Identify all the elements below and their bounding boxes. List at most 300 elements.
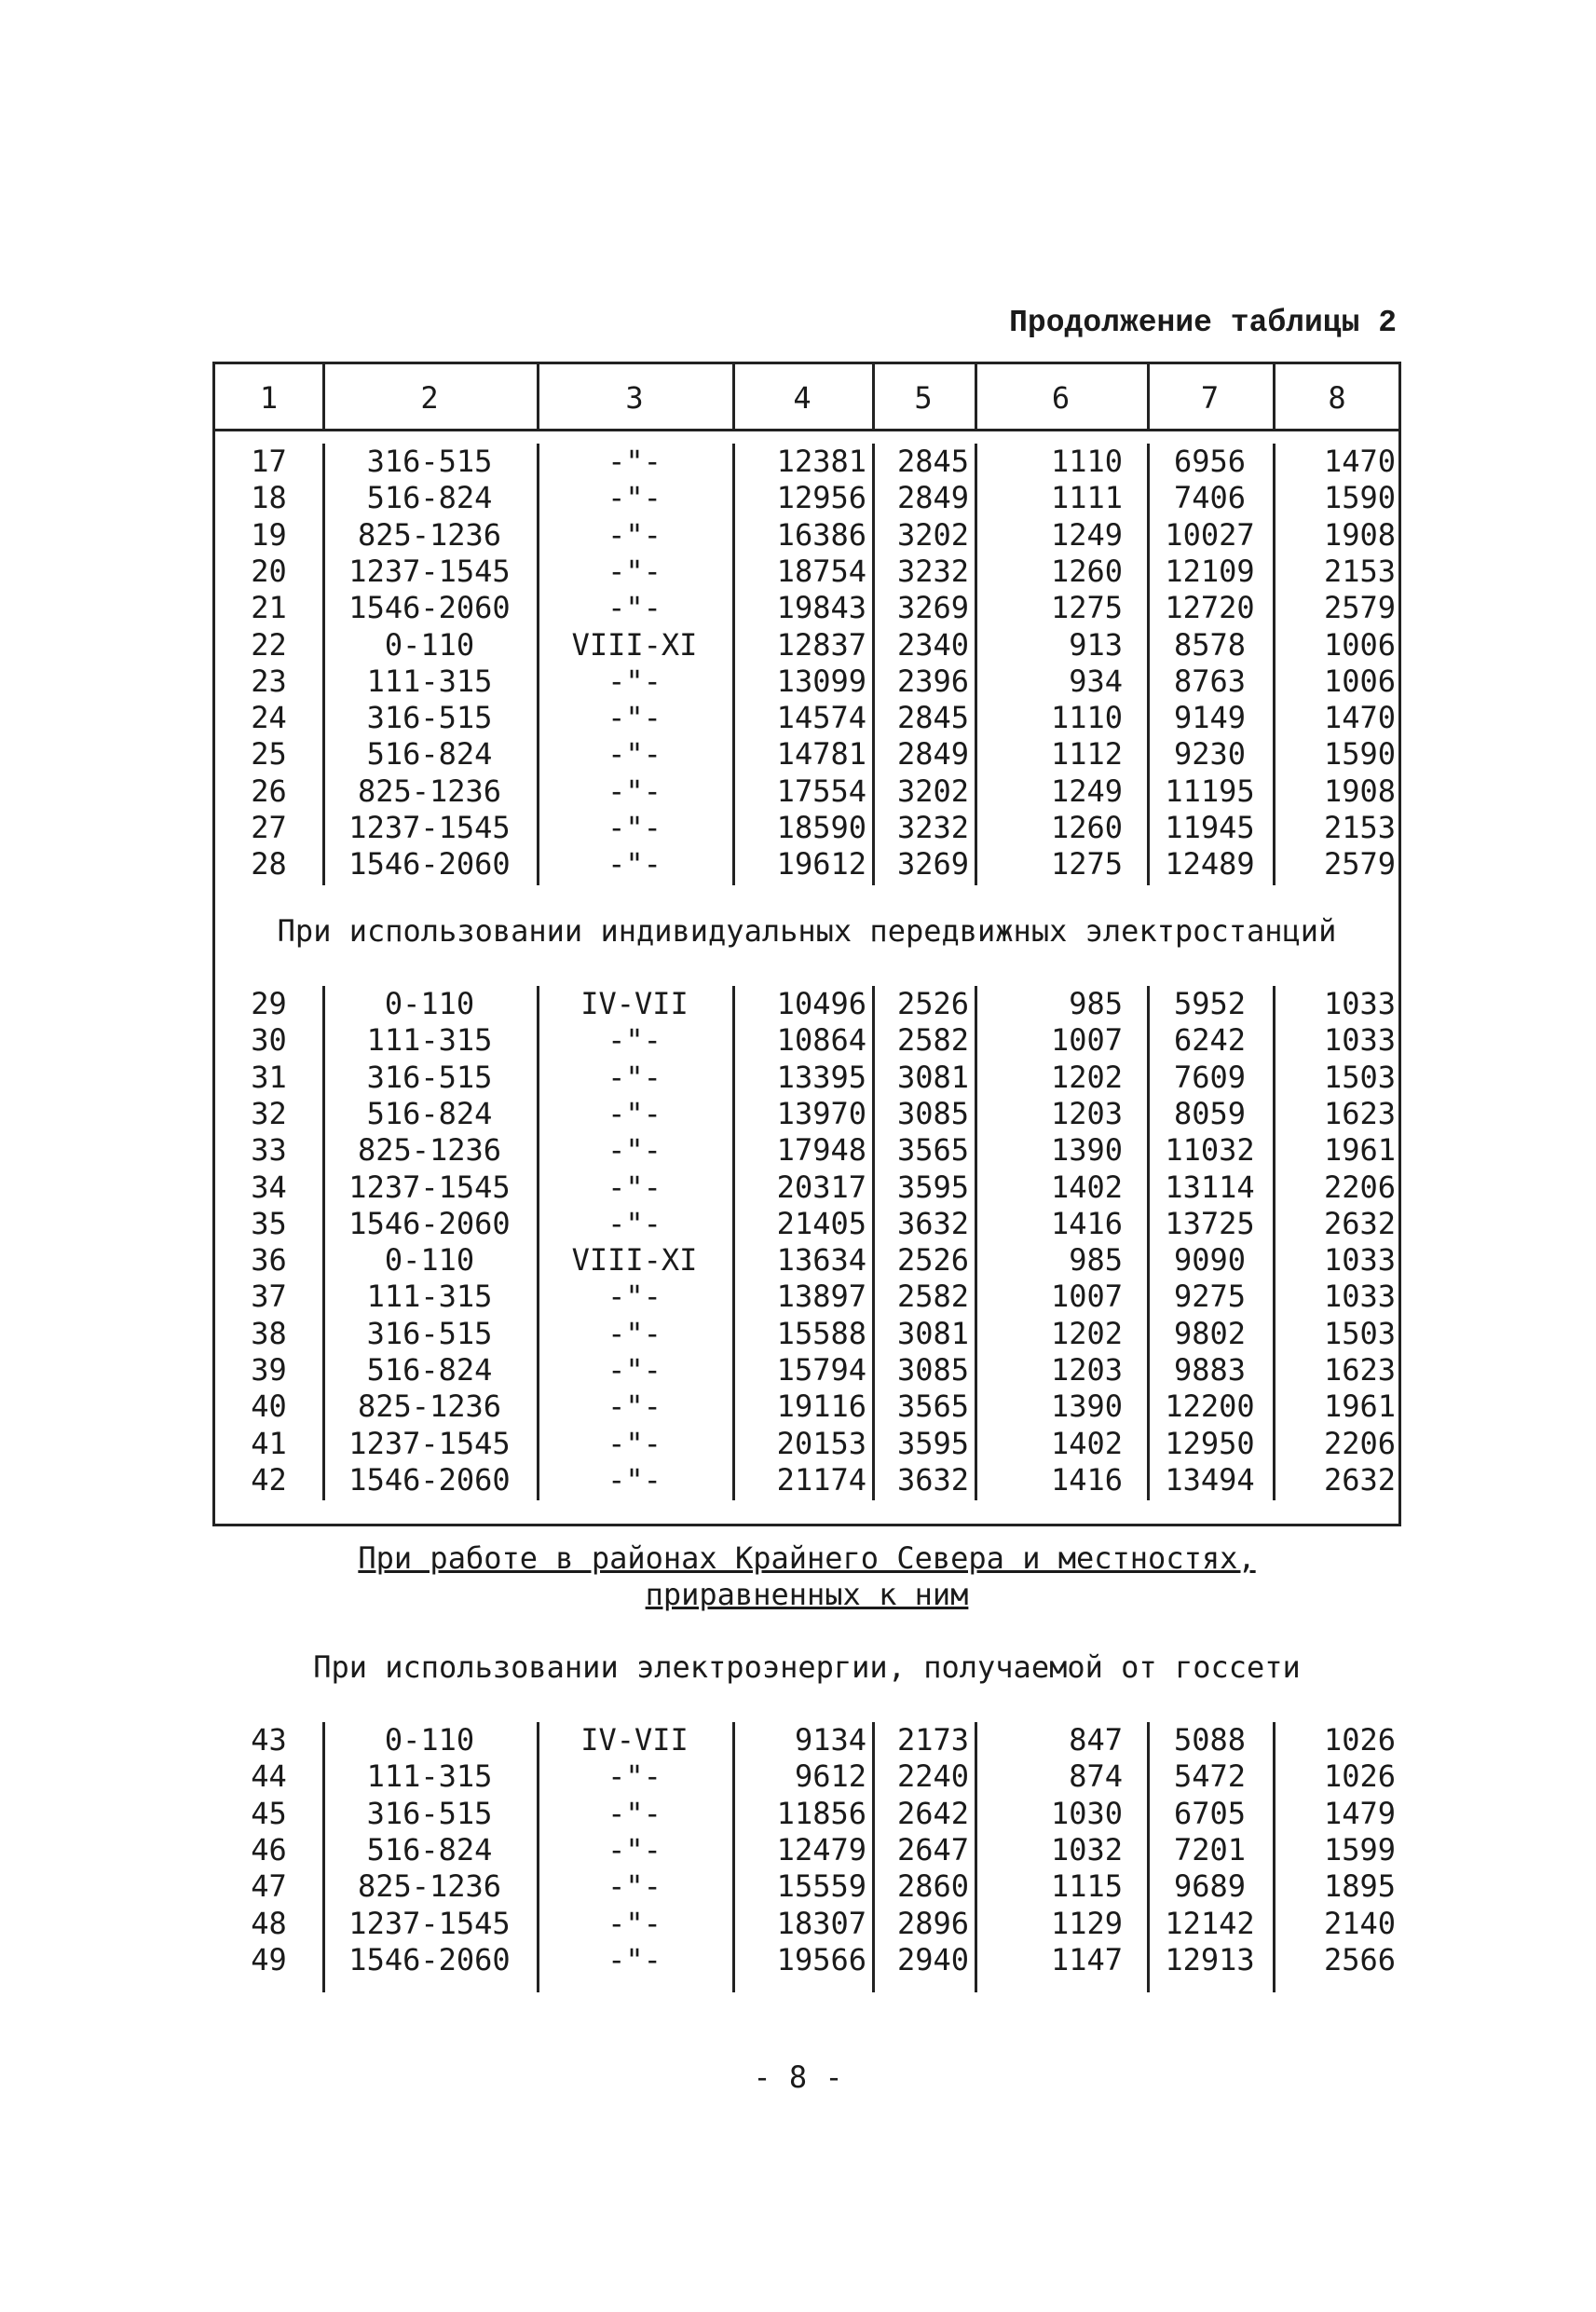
table-row [215, 517, 1398, 554]
table-cell: 13897 [776, 1279, 866, 1315]
table-cell: 1202 [1050, 1315, 1123, 1351]
table-cell: -"- [607, 1905, 662, 1941]
table-cell: 12720 [1165, 590, 1255, 626]
table-cell: 19612 [776, 846, 866, 882]
column-separator [1273, 444, 1275, 885]
table-cell: 1026 [1323, 1758, 1396, 1795]
table-cell: -"- [607, 1352, 662, 1388]
table-cell: -"- [607, 700, 662, 736]
table-cell: 9689 [1173, 1868, 1247, 1905]
table-cell: 1275 [1050, 590, 1123, 626]
table-cell: 35 [251, 1205, 287, 1241]
table-cell: 3081 [896, 1315, 969, 1351]
table-cell: 23 [251, 663, 287, 699]
table-cell: 27 [251, 810, 287, 845]
table-cell: 20153 [776, 1425, 866, 1461]
table-cell: 1129 [1050, 1905, 1123, 1941]
table-cell: 1416 [1050, 1205, 1123, 1241]
table-cell: 11856 [776, 1795, 866, 1831]
table-cell: 10864 [776, 1022, 866, 1059]
table-cell: 19 [251, 516, 287, 553]
table-cell: 8763 [1173, 663, 1247, 699]
column-separator [872, 362, 875, 431]
table-cell: 1470 [1323, 700, 1396, 736]
table-cell: 49 [251, 1941, 287, 1977]
table-cell: 18307 [776, 1905, 866, 1941]
column-separator [975, 444, 977, 885]
table-cell: 1260 [1050, 553, 1123, 589]
table-cell: 7609 [1173, 1059, 1247, 1095]
table-cell: -"- [607, 773, 662, 809]
table-cell: 2845 [896, 444, 969, 479]
table-cell: 3202 [896, 773, 969, 809]
table-cell: 1112 [1050, 736, 1123, 773]
table-cell: 1237-1545 [348, 1905, 511, 1941]
header-cell: 2 [420, 380, 439, 416]
table-cell: 9230 [1173, 736, 1247, 773]
table-cell: 2845 [896, 700, 969, 736]
table-cell: 14574 [776, 700, 866, 736]
table-cell: 1503 [1323, 1315, 1396, 1351]
table-cell: 1470 [1323, 444, 1396, 479]
table-cell: 2642 [896, 1795, 969, 1831]
column-separator [1273, 362, 1275, 431]
table-cell: 0-110 [384, 1722, 475, 1758]
table-cell: 0-110 [384, 626, 475, 663]
table-row [215, 1170, 1398, 1206]
table-cell: 825-1236 [357, 516, 502, 553]
table-cell: 2173 [896, 1722, 969, 1758]
table-cell: VIII-XI [571, 1242, 698, 1279]
table-cell: 1390 [1050, 1132, 1123, 1169]
table-cell: 2849 [896, 736, 969, 773]
table-cell: 1590 [1323, 736, 1396, 773]
table-cell: 1033 [1323, 1279, 1396, 1315]
table-cell: 32 [251, 1095, 287, 1131]
column-separator [872, 1722, 875, 1992]
table-cell: 2632 [1323, 1461, 1396, 1498]
table-cell: 1599 [1323, 1831, 1396, 1867]
table-cell: -"- [607, 1279, 662, 1315]
table-cell: 12109 [1165, 553, 1255, 589]
table-cell: 13725 [1165, 1205, 1255, 1241]
table-cell: 12956 [776, 480, 866, 516]
table-cell: 8578 [1173, 626, 1247, 663]
table-cell: 1961 [1323, 1389, 1396, 1425]
table-cell: 111-315 [366, 663, 493, 699]
table-row [215, 773, 1398, 810]
table-cell: 6705 [1173, 1795, 1247, 1831]
table-cell: 18 [251, 480, 287, 516]
table-cell: 1249 [1050, 773, 1123, 809]
table-cell: 316-515 [366, 1795, 493, 1831]
table-cell: 15588 [776, 1315, 866, 1351]
table-cell: 17554 [776, 773, 866, 809]
table-header-row [215, 380, 1398, 417]
table-cell: 2582 [896, 1022, 969, 1059]
table-cell: 516-824 [366, 1831, 493, 1867]
table-cell: 1416 [1050, 1461, 1123, 1498]
table-row [215, 1096, 1398, 1132]
table-cell: -"- [607, 1169, 662, 1205]
table-cell: 111-315 [366, 1758, 493, 1795]
table-cell: 316-515 [366, 700, 493, 736]
table-cell: 1908 [1323, 773, 1396, 809]
table-cell: 47 [251, 1868, 287, 1905]
table-row [215, 627, 1398, 664]
table-cell: 316-515 [366, 1315, 493, 1351]
table-cell: -"- [607, 1941, 662, 1977]
table-cell: 20317 [776, 1169, 866, 1205]
table-cell: 1115 [1050, 1868, 1123, 1905]
table-cell: 1546-2060 [348, 1205, 511, 1241]
table-cell: 1623 [1323, 1095, 1396, 1131]
table-cell: 28 [251, 846, 287, 882]
table-cell: -"- [607, 444, 662, 479]
table-cell: IV-VII [580, 986, 689, 1021]
table-cell: 1110 [1050, 444, 1123, 479]
header-cell: 8 [1328, 380, 1346, 416]
table-cell: 2647 [896, 1831, 969, 1867]
table-cell: 37 [251, 1279, 287, 1315]
table-cell: 3595 [896, 1169, 969, 1205]
table-cell: -"- [607, 1868, 662, 1905]
table-cell: 2566 [1323, 1941, 1396, 1977]
table-cell: 934 [1069, 663, 1123, 699]
table-cell: VIII-XI [571, 626, 698, 663]
table-cell: 3632 [896, 1205, 969, 1241]
table-row [215, 846, 1398, 882]
column-separator [732, 986, 735, 1500]
table-cell: 2579 [1323, 846, 1396, 882]
table-cell: 15559 [776, 1868, 866, 1905]
table-cell: -"- [607, 846, 662, 882]
table-cell: 26 [251, 773, 287, 809]
table-cell: 1033 [1323, 1022, 1396, 1059]
table-cell: 43 [251, 1722, 287, 1758]
table-cell: 913 [1069, 626, 1123, 663]
column-separator [1147, 986, 1150, 1500]
table-cell: 7406 [1173, 480, 1247, 516]
table-cell: 29 [251, 986, 287, 1021]
table-cell: 3595 [896, 1425, 969, 1461]
table-cell: 3269 [896, 590, 969, 626]
table-cell: 8059 [1173, 1095, 1247, 1131]
table-cell: 10496 [776, 986, 866, 1021]
table-cell: 1237-1545 [348, 1169, 511, 1205]
table-cell: 3085 [896, 1352, 969, 1388]
table-cell: -"- [607, 1205, 662, 1241]
table-top-border [215, 362, 1398, 364]
table-row [215, 480, 1398, 516]
table-cell: 1546-2060 [348, 590, 511, 626]
table-cell: -"- [607, 590, 662, 626]
table-cell: 12479 [776, 1831, 866, 1867]
table-cell: 42 [251, 1461, 287, 1498]
column-separator [537, 1722, 539, 1992]
table-cell: 1402 [1050, 1425, 1123, 1461]
table-cell: 5472 [1173, 1758, 1247, 1795]
table-cell: 111-315 [366, 1279, 493, 1315]
table-cell: 9149 [1173, 700, 1247, 736]
column-separator [1147, 362, 1150, 431]
table-cell: -"- [607, 1795, 662, 1831]
table-cell: 39 [251, 1352, 287, 1388]
table-row [215, 1279, 1398, 1315]
table-cell: 516-824 [366, 480, 493, 516]
table-cell: -"- [607, 736, 662, 773]
table-cell: 2526 [896, 1242, 969, 1279]
table-cell: -"- [607, 1059, 662, 1095]
table-cell: -"- [607, 1831, 662, 1867]
table-cell: -"- [607, 480, 662, 516]
table-row [215, 1832, 1398, 1868]
table-cell: 1237-1545 [348, 1425, 511, 1461]
table-cell: 44 [251, 1758, 287, 1795]
table-cell: 2896 [896, 1905, 969, 1941]
table-row [215, 1352, 1398, 1389]
table-cell: 15794 [776, 1352, 866, 1388]
header-cell: 5 [914, 380, 933, 416]
table-row [215, 1060, 1398, 1096]
table-cell: 12837 [776, 626, 866, 663]
data-table [212, 362, 1401, 1977]
table-cell: 33 [251, 1132, 287, 1169]
table-cell: 12381 [776, 444, 866, 479]
table-cell: 3232 [896, 810, 969, 845]
table-cell: 9090 [1173, 1242, 1247, 1279]
table-cell: -"- [607, 663, 662, 699]
table-cell: 316-515 [366, 1059, 493, 1095]
table-cell: 2940 [896, 1941, 969, 1977]
table-cell: 14781 [776, 736, 866, 773]
table-cell: 1895 [1323, 1868, 1396, 1905]
table-cell: 46 [251, 1831, 287, 1867]
table-cell: 1546-2060 [348, 1461, 511, 1498]
table-cell: 41 [251, 1425, 287, 1461]
table-cell: 19116 [776, 1389, 866, 1425]
header-cell: 1 [259, 380, 279, 416]
table-cell: 111-315 [366, 1022, 493, 1059]
table-row [215, 1868, 1398, 1905]
table-cell: 24 [251, 700, 287, 736]
table-cell: 38 [251, 1315, 287, 1351]
table-cell: 9883 [1173, 1352, 1247, 1388]
table-cell: 1032 [1050, 1831, 1123, 1867]
table-cell: 2396 [896, 663, 969, 699]
table-cell: -"- [607, 810, 662, 845]
table-row [215, 1758, 1398, 1795]
table-cell: 516-824 [366, 736, 493, 773]
table-cell: 13114 [1165, 1169, 1255, 1205]
table-cell: -"- [607, 553, 662, 589]
table-cell: -"- [607, 516, 662, 553]
table-cell: 16386 [776, 516, 866, 553]
table-cell: 11195 [1165, 773, 1255, 809]
table-cell: 2632 [1323, 1205, 1396, 1241]
table-row [215, 700, 1398, 736]
column-separator [732, 362, 735, 431]
table-cell: 19843 [776, 590, 866, 626]
section-title-grid: При использовании электроэнергии, получаемой от госсети [313, 1649, 1301, 1685]
table-cell: IV-VII [580, 1722, 689, 1758]
table-cell: 12950 [1165, 1425, 1255, 1461]
table-cell: 1546-2060 [348, 846, 511, 882]
table-cell: 0-110 [384, 986, 475, 1021]
table-cell: 9275 [1173, 1279, 1247, 1315]
table-cell: 17948 [776, 1132, 866, 1169]
table-cell: 2526 [896, 986, 969, 1021]
table-cell: 9134 [794, 1722, 866, 1758]
header-cell: 6 [1051, 380, 1071, 416]
table-cell: 3269 [896, 846, 969, 882]
header-divider [215, 429, 1398, 431]
table-cell: 1623 [1323, 1352, 1396, 1388]
table-cell: 1026 [1323, 1722, 1396, 1758]
table-cell: 1260 [1050, 810, 1123, 845]
table-cell: -"- [607, 1022, 662, 1059]
table-cell: 11032 [1165, 1132, 1255, 1169]
section-title-individual: При использовании индивидуальных передвижных электростанций [277, 913, 1337, 949]
table-cell: 30 [251, 1022, 287, 1059]
table-row [215, 1022, 1398, 1059]
table-cell: 9802 [1173, 1315, 1247, 1351]
section-title-north-line2: приравненных к ним [645, 1577, 969, 1612]
table-cell: 1479 [1323, 1795, 1396, 1831]
table-cell: 45 [251, 1795, 287, 1831]
table-caption: Продолжение таблицы 2 [1009, 306, 1397, 340]
table-cell: 25 [251, 736, 287, 773]
column-separator [322, 1722, 325, 1992]
header-cell: 4 [793, 380, 812, 416]
table-row [215, 1389, 1398, 1425]
column-separator [732, 1722, 735, 1992]
table-row [215, 1206, 1398, 1242]
table-row [215, 1426, 1398, 1462]
table-cell: 13099 [776, 663, 866, 699]
table-cell: 31 [251, 1059, 287, 1095]
table-cell: 847 [1069, 1722, 1123, 1758]
table-cell: 2206 [1323, 1425, 1396, 1461]
table-cell: 2860 [896, 1868, 969, 1905]
table-cell: 2153 [1323, 553, 1396, 589]
page-number: - 8 - [753, 2059, 843, 2095]
column-separator [537, 444, 539, 885]
table-cell: 1111 [1050, 480, 1123, 516]
table-cell: 3202 [896, 516, 969, 553]
column-separator [322, 444, 325, 885]
table-row [215, 1316, 1398, 1352]
table-cell: 11945 [1165, 810, 1255, 845]
header-cell: 7 [1200, 380, 1220, 416]
table-cell: 1007 [1050, 1279, 1123, 1315]
table-cell: 1546-2060 [348, 1941, 511, 1977]
table-cell: 1237-1545 [348, 810, 511, 845]
table-cell: 21 [251, 590, 287, 626]
table-cell: 18590 [776, 810, 866, 845]
column-separator [322, 986, 325, 1500]
table-cell: 1402 [1050, 1169, 1123, 1205]
table-cell: 21174 [776, 1461, 866, 1498]
table-cell: 9612 [794, 1758, 866, 1795]
table-row [215, 986, 1398, 1022]
table-cell: 516-824 [366, 1352, 493, 1388]
table-cell: 825-1236 [357, 1868, 502, 1905]
table-cell: 1147 [1050, 1941, 1123, 1977]
table-cell: -"- [607, 1315, 662, 1351]
table-cell: 5952 [1173, 986, 1247, 1021]
table-cell: 12142 [1165, 1905, 1255, 1941]
table-cell: 5088 [1173, 1722, 1247, 1758]
table-cell: 1203 [1050, 1352, 1123, 1388]
column-separator [1147, 1722, 1150, 1992]
table-cell: 6956 [1173, 444, 1247, 479]
table-row [215, 554, 1398, 590]
table-cell: 13395 [776, 1059, 866, 1095]
column-separator [537, 362, 539, 431]
table-row [215, 590, 1398, 626]
table-row [215, 1906, 1398, 1942]
table-cell: 825-1236 [357, 773, 502, 809]
table-cell: -"- [607, 1758, 662, 1795]
table-cell: 2153 [1323, 810, 1396, 845]
column-separator [322, 362, 325, 431]
table-cell: 6242 [1173, 1022, 1247, 1059]
section-title-north-line1: При работе в районах Крайнего Севера и местностях, [358, 1540, 1256, 1576]
table-cell: 1249 [1050, 516, 1123, 553]
table-cell: 825-1236 [357, 1389, 502, 1425]
table-cell: 825-1236 [357, 1132, 502, 1169]
table-cell: 1007 [1050, 1022, 1123, 1059]
table-cell: 21405 [776, 1205, 866, 1241]
table-cell: 18754 [776, 553, 866, 589]
table-row [215, 1462, 1398, 1498]
table-row [215, 1132, 1398, 1169]
table-cell: 17 [251, 444, 287, 479]
table-cell: -"- [607, 1132, 662, 1169]
table-cell: 1110 [1050, 700, 1123, 736]
table-cell: 2206 [1323, 1169, 1396, 1205]
table-row [215, 1722, 1398, 1758]
table-cell: 12913 [1165, 1941, 1255, 1977]
table-row [215, 736, 1398, 773]
table-row [215, 1796, 1398, 1832]
table-cell: 1908 [1323, 516, 1396, 553]
table-cell: 2140 [1323, 1905, 1396, 1941]
table-cell: 3565 [896, 1389, 969, 1425]
table-cell: 1203 [1050, 1095, 1123, 1131]
column-separator [1147, 444, 1150, 885]
column-separator [975, 986, 977, 1500]
table-cell: 20 [251, 553, 287, 589]
table-row [215, 444, 1398, 480]
table-cell: 1503 [1323, 1059, 1396, 1095]
table-cell: 2579 [1323, 590, 1396, 626]
table-cell: 3632 [896, 1461, 969, 1498]
table-cell: 3081 [896, 1059, 969, 1095]
table-cell: 985 [1069, 986, 1123, 1021]
table-cell: 2849 [896, 480, 969, 516]
table-cell: 985 [1069, 1242, 1123, 1279]
table-cell: 1033 [1323, 1242, 1396, 1279]
table-cell: 7201 [1173, 1831, 1247, 1867]
header-cell: 3 [625, 380, 644, 416]
table-cell: 516-824 [366, 1095, 493, 1131]
table-cell: 3085 [896, 1095, 969, 1131]
column-separator [872, 986, 875, 1500]
table-cell: 34 [251, 1169, 287, 1205]
table-cell: 40 [251, 1389, 287, 1425]
